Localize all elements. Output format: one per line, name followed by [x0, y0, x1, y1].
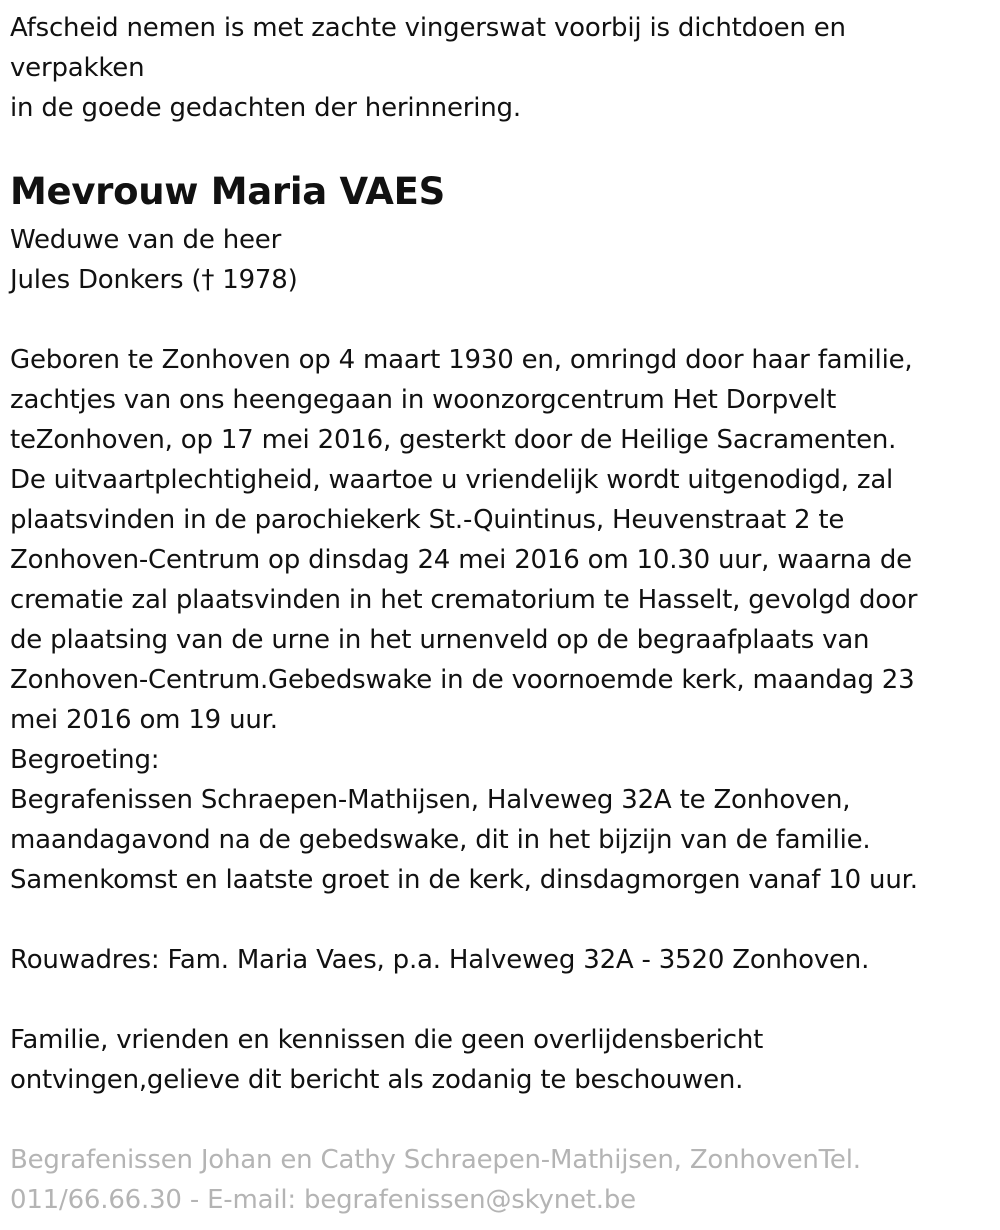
intro-line: Afscheid nemen is met zachte vingerswat voorbij is dichtdoen en — [10, 13, 846, 43]
announcement-line: teZonhoven, op 17 mei 2016, gesterkt door de Heilige Sacramenten. — [10, 425, 897, 455]
footer-line: Begrafenissen Johan en Cathy Schraepen-Mathijsen, ZonhovenTel. — [10, 1145, 861, 1175]
spouse-name: Jules Donkers ( — [10, 265, 202, 295]
notice-text — [10, 1020, 990, 1100]
intro-line: in de goede gedachten der herinnering. — [10, 93, 521, 123]
funeral-home-footer — [10, 1140, 990, 1220]
spacer — [10, 980, 990, 1020]
mourning-address: Rouwadres: Fam. Maria Vaes, p.a. Halveweg 32A - 3520 Zonhoven. — [10, 945, 870, 975]
widow-of-line: Weduwe van de heer — [10, 225, 282, 255]
intro-line: verpakken — [10, 53, 145, 83]
announcement-line: Geboren te Zonhoven op 4 maart 1930 en, omringd door haar familie, — [10, 345, 913, 375]
notice-line: Familie, vrienden en kennissen die geen overlijdensbericht — [10, 1025, 764, 1055]
announcement-line: Begroeting: — [10, 745, 160, 775]
announcement-line: Begrafenissen Schraepen-Mathijsen, Halveweg 32A te Zonhoven, — [10, 785, 851, 815]
spouse-death-year: 1978) — [214, 265, 298, 295]
announcement-line: mei 2016 om 19 uur. — [10, 705, 278, 735]
announcement-line: crematie zal plaatsvinden in het crematorium te Hasselt, gevolgd door — [10, 585, 918, 615]
announcement-line: plaatsvinden in de parochiekerk St.-Quintinus, Heuvenstraat 2 te — [10, 505, 845, 535]
announcement-line: Zonhoven-Centrum op dinsdag 24 mei 2016 om 10.30 uur, waarna de — [10, 545, 912, 575]
spacer — [10, 1100, 990, 1140]
announcement-line: zachtjes van ons heengegaan in woonzorgcentrum Het Dorpvelt — [10, 385, 837, 415]
announcement-line: Samenkomst en laatste groet in de kerk, dinsdagmorgen vanaf 10 uur. — [10, 865, 918, 895]
spouse-line — [10, 260, 990, 300]
announcement-line: de plaatsing van de urne in het urnenveld op de begraafplaats van — [10, 625, 870, 655]
notice-line: ontvingen,gelieve dit bericht als zodanig te beschouwen. — [10, 1065, 744, 1095]
spacer — [10, 300, 990, 340]
intro-poem — [10, 8, 990, 128]
deceased-name: Mevrouw Maria VAES — [10, 170, 445, 213]
announcement-text — [10, 340, 990, 900]
footer-line: 011/66.66.30 - E-mail: begrafenissen@skynet.be — [10, 1185, 636, 1215]
announcement-line: Zonhoven-Centrum.Gebedswake in de voornoemde kerk, maandag 23 — [10, 665, 915, 695]
announcement-line: maandagavond na de gebedswake, dit in het bijzijn van de familie. — [10, 825, 871, 855]
spacer — [10, 900, 990, 940]
cross-icon: † — [201, 265, 215, 295]
announcement-line: De uitvaartplechtigheid, waartoe u vriendelijk wordt uitgenodigd, zal — [10, 465, 894, 495]
